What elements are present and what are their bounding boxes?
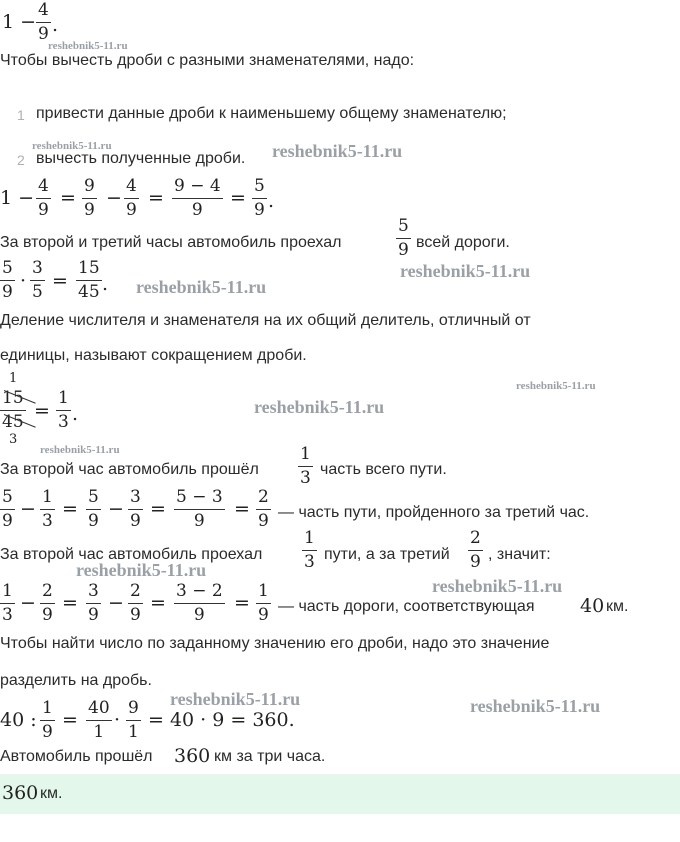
- watermark: reshebnik5-11.ru: [170, 689, 301, 709]
- fraction-crossed: 15 45: [2, 388, 24, 432]
- fraction: 2 9: [42, 581, 53, 625]
- minus-sign: −: [106, 187, 122, 209]
- fraction: 5 9: [398, 216, 409, 260]
- minus-sign: −: [20, 498, 36, 520]
- equals-sign: =: [62, 592, 78, 614]
- watermark: reshebnik5-11.ru: [32, 140, 112, 152]
- fraction: 40 1: [88, 698, 110, 742]
- equals-sign: =: [230, 187, 246, 209]
- equals-sign: =: [60, 187, 76, 209]
- unit: км.: [606, 598, 629, 615]
- numerator: 4: [38, 0, 49, 20]
- eq-caption: — часть дороги, соответствующая: [278, 598, 535, 615]
- fraction: 3 − 2 9: [176, 581, 223, 625]
- rule-subtract: Чтобы вычесть дроби с разными знаменателями, надо:: [0, 52, 415, 69]
- multiply-dot: ·: [20, 270, 27, 292]
- one: 1 −: [0, 187, 35, 209]
- watermark: reshebnik5-11.ru: [254, 397, 385, 417]
- minus-sign: −: [20, 592, 36, 614]
- dividend: 40 :: [0, 709, 37, 731]
- watermark: reshebnik5-11.ru: [40, 444, 120, 456]
- one: 1: [2, 11, 15, 33]
- period: .: [102, 273, 109, 295]
- watermark: reshebnik5-11.ru: [432, 576, 563, 596]
- equals-sign: =: [150, 498, 166, 520]
- step-number: 1: [17, 107, 25, 123]
- minus-sign: −: [108, 498, 124, 520]
- rule-find-line2: разделить на дробь.: [0, 672, 152, 689]
- eq-caption: — часть пути, пройденного за третий час.: [278, 504, 590, 521]
- watermark: reshebnik5-11.ru: [272, 141, 403, 161]
- watermark: reshebnik5-11.ru: [76, 560, 207, 580]
- result-chain: = 40 · 9 = 360.: [148, 709, 295, 731]
- fraction: 5 9: [2, 258, 13, 302]
- distance-value: 40: [580, 595, 605, 617]
- equals-sign: =: [62, 709, 78, 731]
- reduced-denominator: 3: [9, 432, 18, 447]
- reduced-numerator: 1: [9, 371, 18, 386]
- step-text: привести данные дроби к наименьшему общему знаменателю;: [36, 105, 507, 122]
- fraction: 3 5: [32, 258, 43, 302]
- fraction: 4 9: [126, 176, 137, 220]
- equals-sign: =: [234, 592, 250, 614]
- fraction: 5 9: [2, 487, 13, 531]
- step-text: вычесть полученные дроби.: [36, 150, 246, 167]
- watermark: reshebnik5-11.ru: [516, 380, 596, 392]
- sentence-tail: , значит:: [488, 546, 551, 563]
- multiply-dot: ·: [114, 709, 121, 731]
- rule-reduce-line2: единицы, называют сокращением дроби.: [0, 347, 307, 364]
- watermark: reshebnik5-11.ru: [48, 40, 128, 52]
- watermark: reshebnik5-11.ru: [400, 261, 531, 281]
- equals-sign: =: [62, 498, 78, 520]
- sentence: За второй час автомобиль прошёл: [0, 461, 259, 478]
- fraction: 3 9: [130, 487, 141, 531]
- equals-sign: =: [148, 187, 164, 209]
- fraction: 1 3: [58, 388, 69, 432]
- sentence-tail: всей дороги.: [416, 234, 510, 251]
- fraction: 9 9: [84, 176, 95, 220]
- fraction: 1 9: [258, 581, 269, 625]
- sentence: За второй час автомобиль проехал: [0, 546, 263, 563]
- sentence: За второй и третий часы автомобиль проехал: [0, 234, 342, 251]
- fraction: 1 3: [42, 487, 53, 531]
- fraction: 1 3: [300, 444, 311, 488]
- fraction: 5 − 3 9: [176, 487, 223, 531]
- equals-sign: =: [34, 400, 50, 422]
- fraction: 1 3: [2, 581, 13, 625]
- fraction-4-9: [36, 0, 51, 44]
- fraction: 5 9: [254, 176, 265, 220]
- conclusion-tail: км за три часа.: [214, 748, 326, 765]
- fraction: 1 3: [304, 528, 315, 572]
- fraction: 2 9: [130, 581, 141, 625]
- minus-sign: −: [20, 11, 37, 33]
- watermark: reshebnik5-11.ru: [136, 277, 267, 297]
- fraction: 5 9: [88, 487, 99, 531]
- conclusion-text: Автомобиль прошёл: [0, 748, 153, 765]
- rule-find-line1: Чтобы найти число по заданному значению его дроби, надо это значение: [0, 635, 550, 652]
- period: .: [72, 403, 79, 425]
- fraction: 9 − 4 9: [174, 176, 221, 220]
- rule-reduce-line1: Деление числителя и знаменателя на их общий делитель, отличный от: [0, 312, 531, 329]
- period: .: [52, 14, 59, 36]
- watermark: reshebnik5-11.ru: [470, 696, 601, 716]
- answer-number: 360: [2, 782, 39, 804]
- fraction: 2 9: [258, 487, 269, 531]
- equals-sign: =: [234, 498, 250, 520]
- answer-box: [0, 774, 680, 814]
- sentence-mid: пути, а за третий: [324, 546, 450, 563]
- fraction: 3 9: [88, 581, 99, 625]
- fraction: 1 9: [42, 698, 53, 742]
- equals-sign: =: [150, 592, 166, 614]
- period: .: [268, 190, 275, 212]
- sentence-tail: часть всего пути.: [320, 461, 447, 478]
- fraction: 4 9: [38, 176, 49, 220]
- denominator: 9: [38, 24, 49, 44]
- fraction: 9 1: [128, 698, 139, 742]
- fraction: 15 45: [78, 258, 100, 302]
- conclusion-number: 360: [174, 745, 211, 767]
- step-number: 2: [17, 152, 25, 168]
- fraction: 2 9: [470, 528, 481, 572]
- answer-unit: км.: [40, 785, 63, 802]
- equals-sign: =: [52, 270, 68, 292]
- minus-sign: −: [108, 592, 124, 614]
